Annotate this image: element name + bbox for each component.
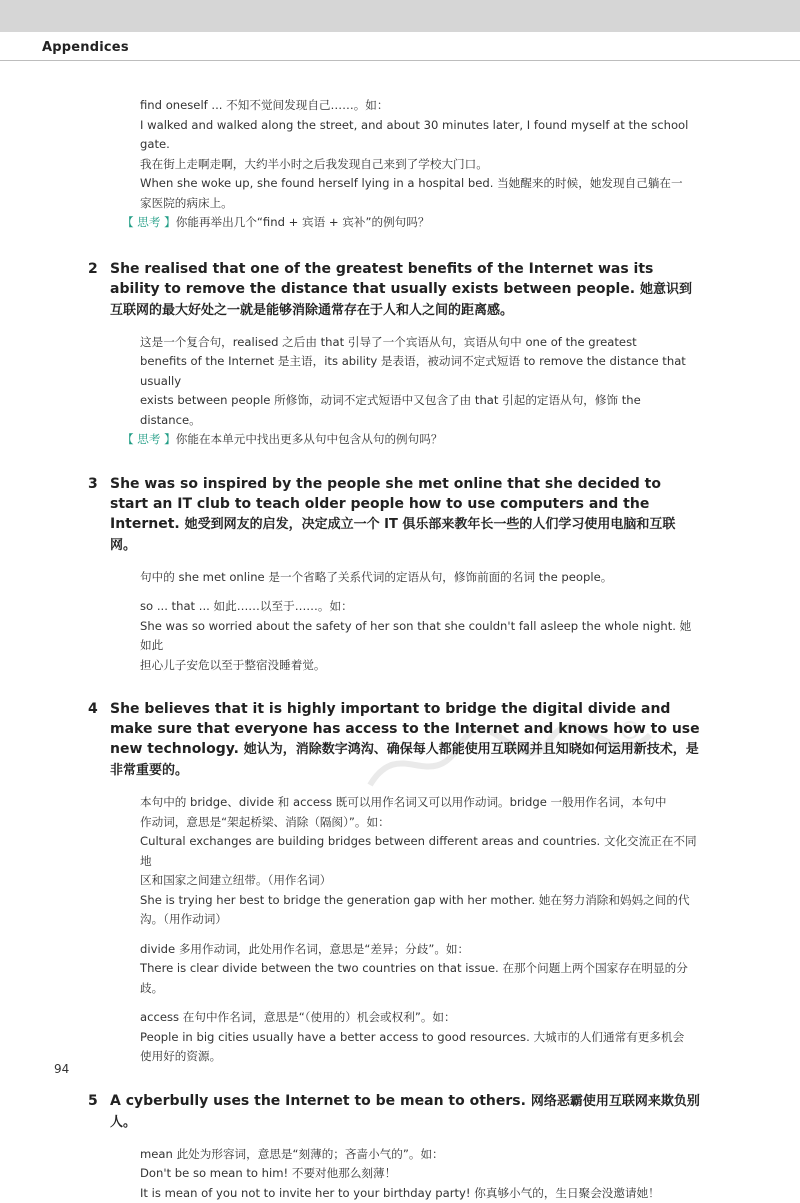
sentence-english: A cyberbully uses the Internet to be mean to others.	[110, 1093, 526, 1109]
note-line: 使用好的资源。	[140, 1047, 700, 1067]
sentence-english: She believes that it is highly important to bridge the digital divide and make sure that everyone has access to the Internet and knows how to use new technology.	[110, 701, 700, 757]
sentence-english: She realised that one of the greatest benefits of the Internet was its ability to remove the distance that usually exists between people.	[110, 261, 653, 297]
note-line: benefits of the Internet 是主语，its ability 是表语，被动词不定式短语 to remove the distance that usually	[140, 352, 700, 391]
explanation-note	[140, 568, 700, 676]
note-line: Don't be so mean to him! 不要对他那么刻薄！	[140, 1164, 700, 1184]
item-number: 5	[88, 1091, 98, 1111]
note-line: 句中的 she met online 是一个省略了关系代词的定语从句，修饰前面的名词 the people。	[140, 568, 700, 588]
note-line: 家医院的病床上。	[140, 194, 700, 214]
think-tag: 【 思考 】	[122, 432, 176, 446]
header-rule	[0, 60, 800, 61]
explanation-note	[140, 1145, 700, 1203]
note-line: 沟。（用作动词）	[140, 910, 700, 930]
note-line: She is trying her best to bridge the generation gap with her mother. 她在努力消除和妈妈之间的代	[140, 891, 700, 911]
sentence-chinese: 她认为，消除数字鸿沟、确保每人都能使用互联网并且知晓如何运用新技术，是非常重要的。	[110, 742, 699, 778]
note-line: She was so worried about the safety of her son that she couldn't fall asleep the whole night. 她如此	[140, 617, 700, 656]
key-sentences	[0, 259, 800, 1203]
sentence-chinese: 网络恶霸使用互联网来欺负别人。	[110, 1094, 700, 1130]
top-band	[0, 0, 800, 32]
sentence-english: She was so inspired by the people she met online that she decided to start an IT club to teach older people how to use computers and the Internet.	[110, 476, 661, 532]
think-text: 你能在本单元中找出更多从句中包含从句的例句吗？	[176, 432, 443, 446]
page-content	[0, 96, 800, 1203]
note-line: divide 多用作动词，此处用作名词，意思是“差异；分歧”。如：	[140, 940, 700, 960]
note-line: Cultural exchanges are building bridges between different areas and countries. 文化交流正在不同地	[140, 832, 700, 871]
item-number: 3	[88, 474, 98, 494]
note-line: 担心儿子安危以至于整宿没睡着觉。	[140, 656, 700, 676]
key-sentence-5	[88, 1091, 700, 1133]
note-line: 我在街上走啊走啊，大约半小时之后我发现自己来到了学校大门口。	[140, 155, 700, 175]
paragraph-gap	[140, 930, 700, 940]
page-number: 94	[54, 1062, 69, 1076]
sentence-chinese: 她受到网友的启发，决定成立一个 IT 俱乐部来教年长一些的人们学习使用电脑和互联网。	[110, 517, 675, 553]
sentence-chinese: 她意识到互联网的最大好处之一就是能够消除通常存在于人和人之间的距离感。	[110, 282, 692, 318]
note-line: 作动词，意思是“架起桥梁、消除（隔阂）”。如：	[140, 813, 700, 833]
running-header: Appendices	[42, 40, 129, 55]
item-number: 4	[88, 699, 98, 719]
note-line: access 在句中作名词，意思是“（使用的）机会或权利”。如：	[140, 1008, 700, 1028]
key-sentence-3	[88, 474, 700, 556]
note-line: When she woke up, she found herself lying in a hospital bed. 当她醒来的时候，她发现自己躺在一	[140, 174, 700, 194]
note-line: It is mean of you not to invite her to your birthday party! 你真够小气的，生日聚会没邀请她！	[140, 1184, 700, 1203]
note-line: exists between people 所修饰，动词不定式短语中又包含了由 that 引起的定语从句，修饰 the distance。	[140, 391, 700, 430]
note-line: There is clear divide between the two countries on that issue. 在那个问题上两个国家存在明显的分歧。	[140, 959, 700, 998]
explanation-note	[140, 793, 700, 1067]
think-prompt	[122, 430, 700, 450]
note-line: 区和国家之间建立纽带。（用作名词）	[140, 871, 700, 891]
note-line: People in big cities usually have a better access to good resources. 大城市的人们通常有更多机会	[140, 1028, 700, 1048]
think-tag: 【 思考 】	[122, 215, 176, 229]
think-text: 你能再举出几个“find + 宾语 + 宾补”的例句吗？	[176, 215, 430, 229]
key-sentence-text	[110, 699, 700, 781]
explanation-note	[140, 333, 700, 450]
key-sentence-text	[110, 474, 700, 556]
intro-note	[140, 96, 700, 233]
key-sentence-2	[88, 259, 700, 321]
key-sentence-text	[110, 259, 700, 321]
note-line: 这是一个复合句，realised 之后由 that 引导了一个宾语从句，宾语从句中 one of the greatest	[140, 333, 700, 353]
key-sentence-text	[110, 1091, 700, 1133]
note-line: 本句中的 bridge、divide 和 access 既可以用作名词又可以用作动词。bridge 一般用作名词，本句中	[140, 793, 700, 813]
note-line: find oneself ... 不知不觉间发现自己……。如：	[140, 96, 700, 116]
note-line: so ... that ... 如此……以至于……。如：	[140, 597, 700, 617]
think-prompt	[122, 213, 700, 233]
key-sentence-4	[88, 699, 700, 781]
paragraph-gap	[140, 998, 700, 1008]
note-line: mean 此处为形容词，意思是“刻薄的；吝啬小气的”。如：	[140, 1145, 700, 1165]
paragraph-gap	[140, 587, 700, 597]
item-number: 2	[88, 259, 98, 279]
note-line: I walked and walked along the street, and about 30 minutes later, I found myself at the school gate.	[140, 116, 700, 155]
